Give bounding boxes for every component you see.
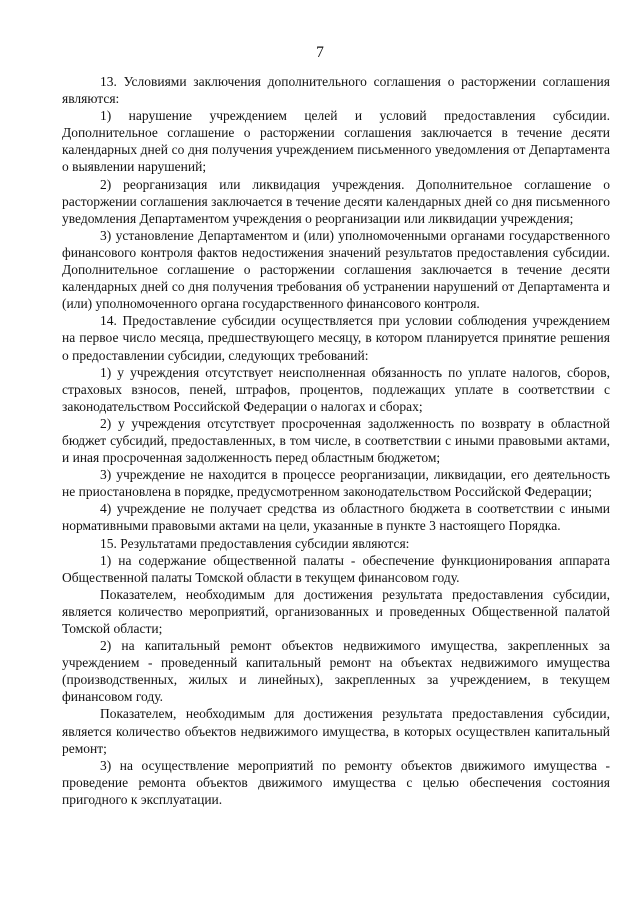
clause-15-item-1: 1) на содержание общественной палаты - обеспечение функционирования аппарата Общественной палаты Томской области в текущем финансовом году. [62,552,610,585]
clause-14-item-3: 3) учреждение не находится в процессе реорганизации, ликвидации, его деятельность не приостановлена в порядке, предусмотренном законодательством Российской Федерации; [62,467,610,500]
clause-14-heading: 14. Предоставление субсидии осуществляется при условии соблюдения учреждением на первое число месяца, предшествующего месяцу, в котором планируется принятие решения о предоставлении субсидии, следующих требований: [62,313,610,363]
clause-13-item-3: 3) установление Департаментом и (или) уполномоченными органами государственного финансового контроля фактов недостижения значений результатов предоставления субсидии. Дополнительное соглашение о расторжении соглашения заключается в течение десяти календарных дней со дня получения требования об устранении нарушений от Департамента и (или) уполномоченного органа государственного финансового контроля. [62,227,610,312]
clause-14-item-1: 1) у учреждения отсутствует неисполненная обязанность по уплате налогов, сборов, страховых взносов, пеней, штрафов, процентов, подлежащих уплате в соответствии с законодательством Российской Федерации о налогах и сборах; [62,364,610,414]
clause-15-heading: 15. Результатами предоставления субсидии являются: [100,535,410,551]
clause-13-item-2: 2) реорганизация или ликвидация учреждения. Дополнительное соглашение о расторжении соглашения заключается в течение десяти календарных дней со дня письменного уведомления Департаментом учреждения о реорганизации или ликвидации учреждения; [62,176,610,226]
document-body [62,73,610,808]
clause-13-heading: 13. Условиями заключения дополнительного соглашения о расторжении соглашения являются: [62,74,610,107]
clause-15-indicator-1: Показателем, необходимым для достижения результата предоставления субсидии, является количество мероприятий, организованных и проведенных Общественной палатой Томской области; [62,586,610,636]
clause-14-item-2: 2) у учреждения отсутствует просроченная задолженность по возврату в областной бюджет субсидий, предоставленных, в том числе, в соответствии с иными правовыми актами, и иная просроченная задолженность перед областным бюджетом; [62,415,610,466]
page-number: 7 [316,44,324,61]
clause-13-item-1: 1) нарушение учреждением целей и условий предоставления субсидии. Дополнительное соглашение о расторжении соглашения заключается в течение десяти календарных дней со дня получения учреждением письменного уведомления от Департамента о выявлении нарушений; [62,108,610,175]
clause-14-item-4: 4) учреждение не получает средства из областного бюджета в соответствии с иными нормативными правовыми актами на цели, указанные в пункте 3 настоящего Порядка. [62,501,610,534]
clause-15-indicator-2: Показателем, необходимым для достижения результата предоставления субсидии, является количество объектов недвижимого имущества, в которых осуществлен капитальный ремонт; [62,706,610,756]
clause-15-item-2: 2) на капитальный ремонт объектов недвижимого имущества, закрепленных за учреждением - проведенный капитальный ремонт на объектах недвижимого имущества (производственных, жилых и линейных), закрепленных за учреждением, в текущем финансовом году. [62,638,610,705]
clause-15-item-3: 3) на осуществление мероприятий по ремонту объектов движимого имущества - проведение ремонта объектов движимого имущества с целью обеспечения состояния пригодного к эксплуатации. [62,757,610,807]
